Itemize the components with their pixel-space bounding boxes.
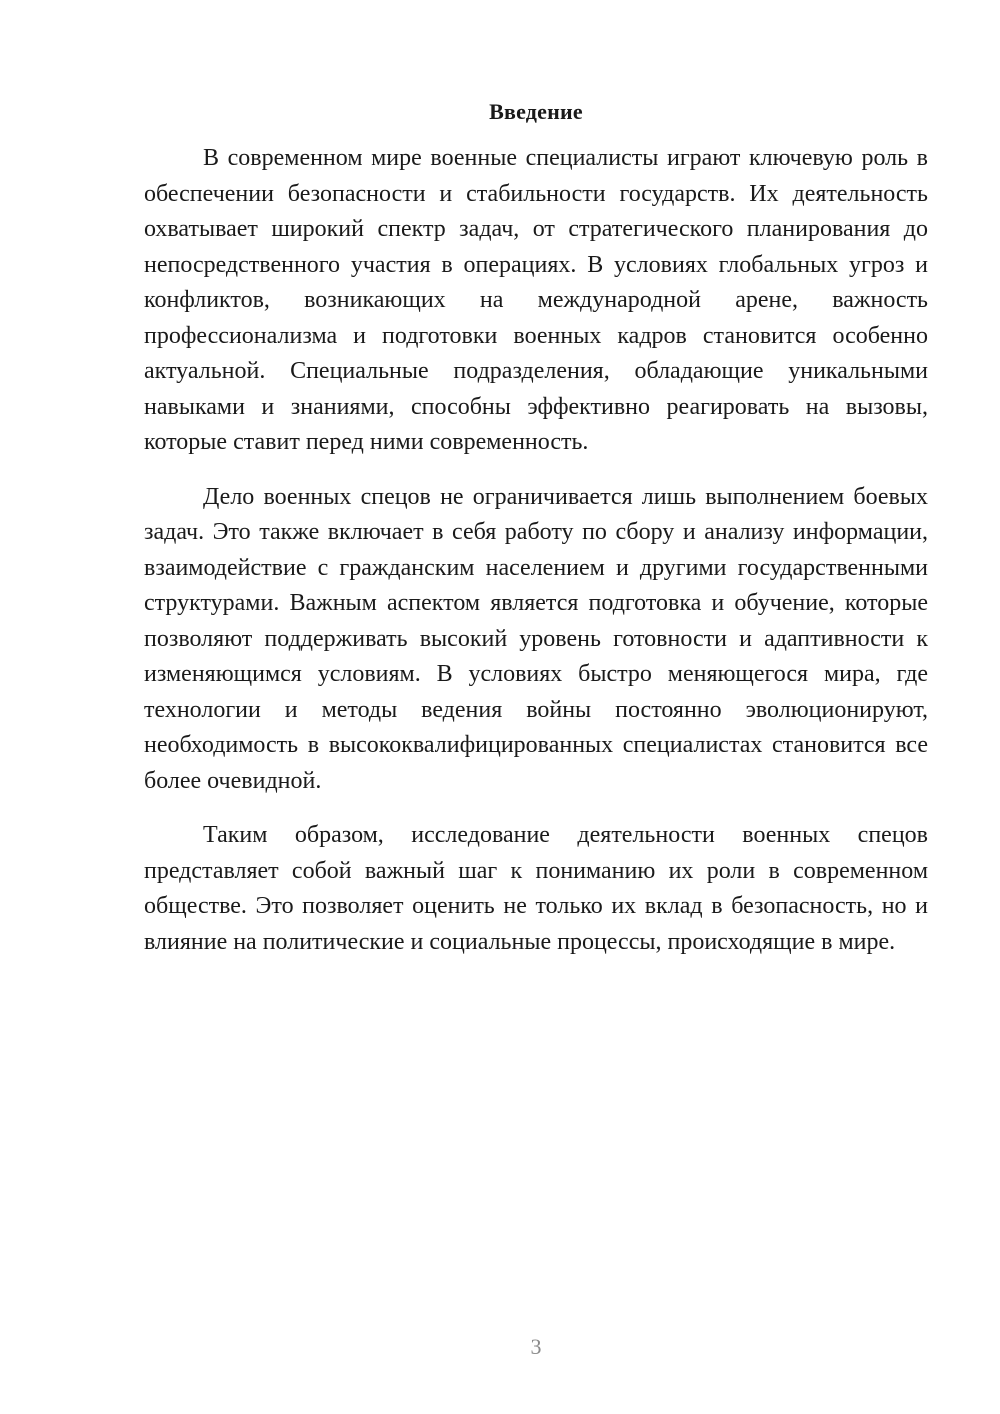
paragraph-1: В современном мире военные специалисты играют ключевую роль в обеспечении безопасности и стабильности государств. Их деятельность охватывает широкий спектр задач, от стратегического планирования до непосредственного участия в операциях. В условиях глобальных угроз и конфликтов, возникающих на международной арене, важность профессионализма и подготовки военных кадров становится особенно актуальной. Специальные подразделения, обладающие уникальными навыками и знаниями, способны эффективно реагировать на вызовы, которые ставит перед ними современность. <box>144 145 928 455</box>
paragraph-3: Таким образом, исследование деятельности военных спецов представляет собой важный шаг к пониманию их роли в современном обществе. Это позволяет оценить не только их вклад в безопасность, но и влияние на политические и социальные процессы, происходящие в мире. <box>144 822 928 955</box>
body-text <box>144 141 928 960</box>
page-number: 3 <box>530 1334 542 1359</box>
section-heading: Введение <box>489 99 583 124</box>
paragraph-2: Дело военных спецов не ограничивается лишь выполнением боевых задач. Это также включает в себя работу по сбору и анализу информации, взаимодействие с гражданским населением и другими государственными структурами. Важным аспектом является подготовка и обучение, которые позволяют поддерживать высокий уровень готовности и адаптивности к изменяющимся условиям. В условиях быстро меняющегося мира, где технологии и методы ведения войны постоянно эволюционируют, необходимость в высококвалифицированных специалистах становится все более очевидной. <box>144 483 928 794</box>
